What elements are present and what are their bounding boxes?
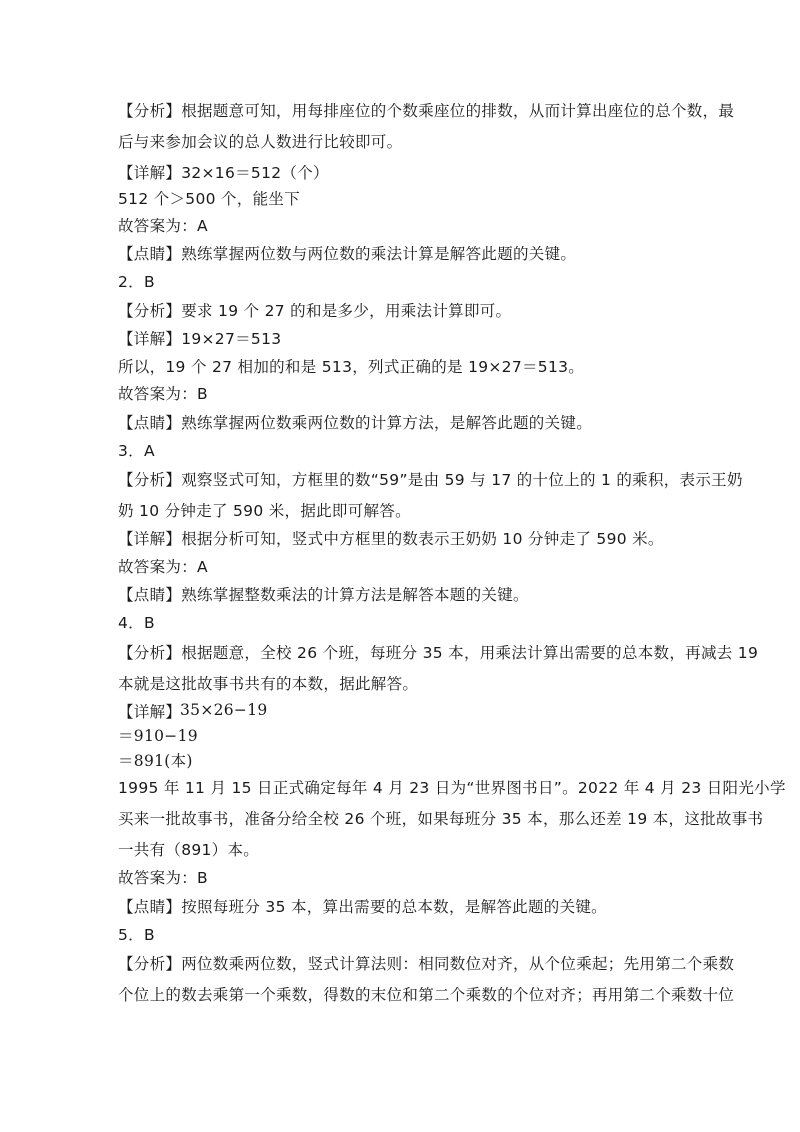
text-line: 【分析】观察竖式可知，方框里的数“59”是由 59 与 17 的十位上的 1 的乘积，表示王奶	[118, 471, 743, 489]
text-line: 【详解】32×16＝512（个）	[118, 164, 329, 182]
text-line: 所以，19 个 27 相加的和是 513，列式正确的是 19×27＝513。	[118, 358, 585, 376]
text-line: 后与来参加会议的总人数进行比较即可。	[118, 133, 403, 151]
text-line: 故答案为：B	[118, 385, 208, 403]
text-line: 【详解】19×27＝513	[118, 330, 282, 348]
text-line: 【详解】根据分析可知，竖式中方框里的数表示王奶奶 10 分钟走了 590 米。	[118, 530, 664, 548]
text-line: 一共有（891）本。	[118, 841, 260, 859]
text-line: 【点睛】按照每班分 35 本，算出需要的总本数，是解答此题的关键。	[118, 898, 607, 916]
math-line: ＝910−19	[118, 727, 198, 745]
text-line: 【分析】根据题意，全校 26 个班，每班分 35 本，用乘法计算出需要的总本数，再减去 19	[118, 644, 759, 662]
text-line: 【分析】两位数乘两位数，竖式计算法则：相同数位对齐，从个位乘起；先用第二个乘数	[118, 955, 735, 973]
text-line: 【分析】要求 19 个 27 的和是多少，用乘法计算即可。	[118, 302, 512, 320]
text-line: 买来一批故事书，准备分给全校 26 个班，如果每班分 35 本，那么还差 19 本，这批故事书	[118, 810, 764, 828]
text-line: 故答案为：A	[118, 558, 208, 576]
text-line: 故答案为：B	[118, 869, 208, 887]
question-answer-heading: 3．A	[118, 442, 155, 460]
text-line: 奶 10 分钟走了 590 米，据此即可解答。	[118, 502, 411, 520]
text-line: 【点睛】熟练掌握整数乘法的计算方法是解答本题的关键。	[118, 586, 529, 604]
text-line: 【点睛】熟练掌握两位数乘两位数的计算方法，是解答此题的关键。	[118, 414, 593, 432]
text-line: 【分析】根据题意可知，用每排座位的个数乘座位的排数，从而计算出座位的总个数，最	[118, 102, 735, 120]
text-line: 【详解】	[118, 703, 182, 721]
math-line: ＝891(本)	[118, 752, 193, 770]
text-line: 本就是这批故事书共有的本数，据此解答。	[118, 675, 419, 693]
text-line: 故答案为：A	[118, 217, 208, 235]
text-line: 个位上的数去乘第一个乘数，得数的末位和第二个乘数的个位对齐；再用第二个乘数十位	[118, 986, 735, 1004]
text-line: 【点睛】熟练掌握两位数与两位数的乘法计算是解答此题的关键。	[118, 245, 577, 263]
text-line: 512 个＞500 个，能坐下	[118, 190, 301, 208]
question-answer-heading: 5．B	[118, 926, 155, 944]
math-line: 35×26−19	[180, 701, 268, 719]
text-line: 1995 年 11 月 15 日正式确定每年 4 月 23 日为“世界图书日”。2022 年 4 月 23 日阳光小学	[118, 779, 786, 797]
question-answer-heading: 4．B	[118, 614, 155, 632]
question-answer-heading: 2．B	[118, 273, 155, 291]
